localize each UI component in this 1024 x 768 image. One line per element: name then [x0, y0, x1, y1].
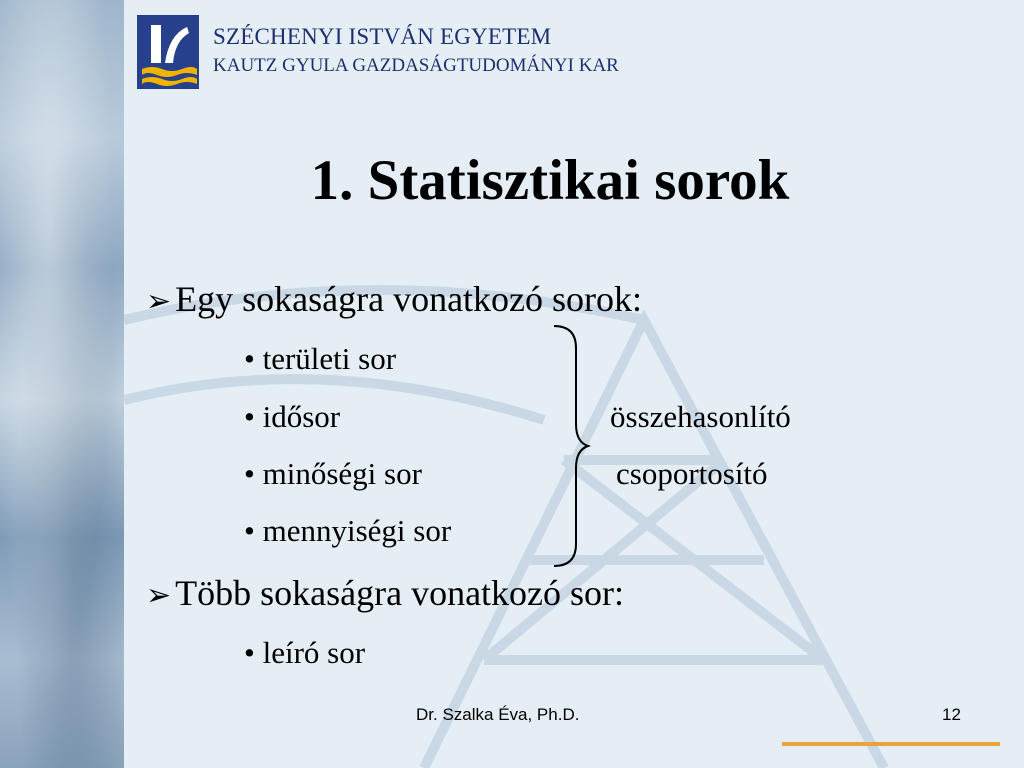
- bullet-multiple-populations: [146, 572, 624, 614]
- bullet-single-population: [146, 278, 642, 320]
- footer-author: Dr. Szalka Éva, Ph.D.: [416, 705, 580, 724]
- bullet-text: Egy sokaságra vonatkozó sorok:: [175, 279, 643, 319]
- list-item: • idősor: [244, 399, 341, 434]
- brace-label-grouping: csoportosító: [616, 456, 768, 491]
- background-photo-strip: [0, 0, 124, 768]
- brace-label-comparative: összehasonlító: [610, 399, 791, 434]
- bullet-text: Több sokaságra vonatkozó sor:: [175, 573, 625, 613]
- list-item: • mennyiségi sor: [244, 513, 452, 548]
- footer-divider: [782, 742, 1000, 746]
- page-number: 12: [942, 705, 961, 724]
- slide-title: 1. Statisztikai sorok: [310, 149, 790, 212]
- right-brace-icon: [552, 324, 592, 568]
- list-item: • minőségi sor: [244, 456, 422, 491]
- faculty-name: KAUTZ GYULA GAZDASÁGTUDOMÁNYI KAR: [213, 55, 619, 76]
- list-item: • területi sor: [244, 341, 397, 376]
- university-logo: [137, 15, 199, 89]
- arrow-bullet-icon: ➢: [146, 579, 172, 612]
- arrow-bullet-icon: ➢: [146, 285, 172, 318]
- list-item: • leíró sor: [244, 635, 366, 670]
- university-name: SZÉCHENYI ISTVÁN EGYETEM: [213, 24, 552, 49]
